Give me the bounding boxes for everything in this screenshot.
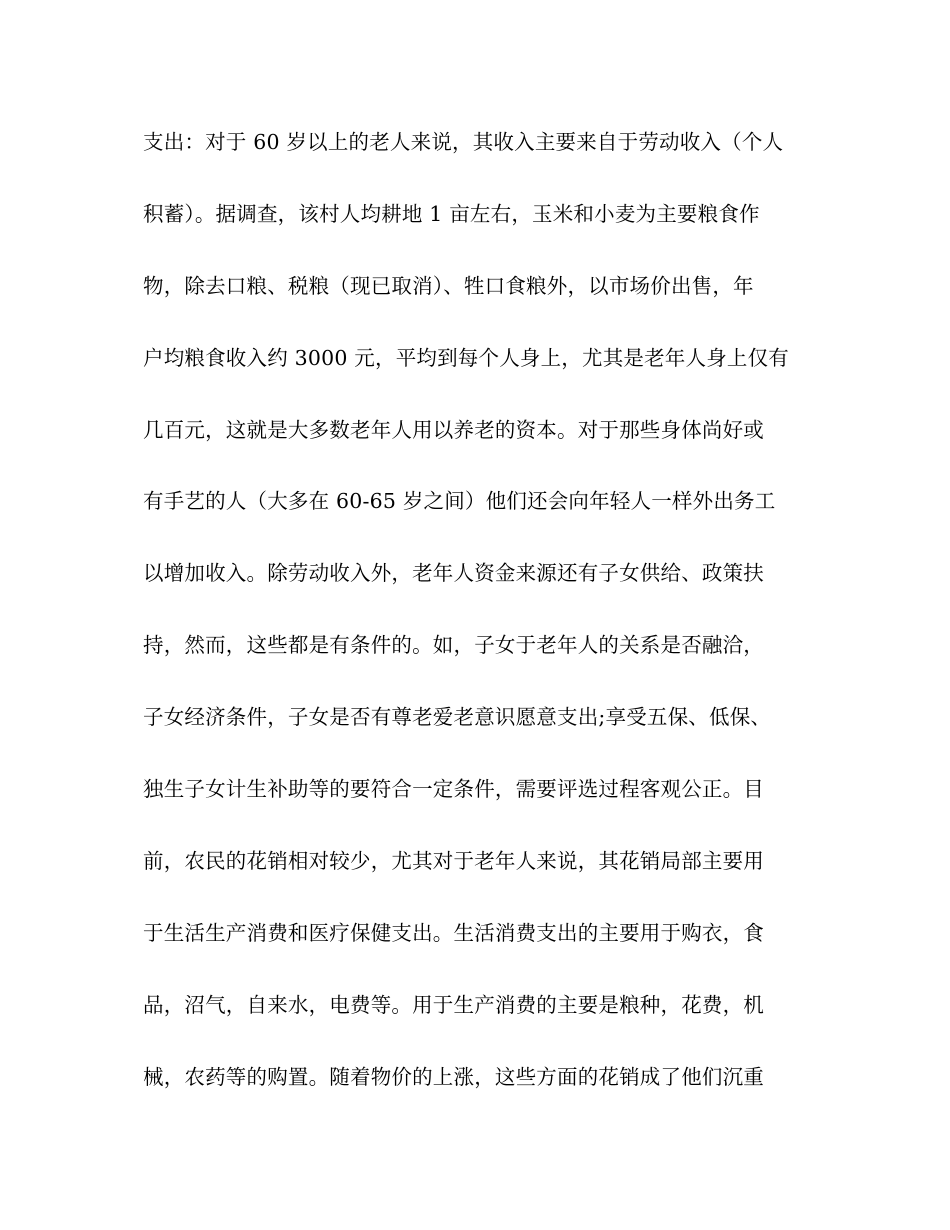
text-line: 支出：对于 60 岁以上的老人来说，其收入主要来自于劳动收入（个人 bbox=[143, 130, 784, 154]
text-line: 物，除去口粮、税粮（现已取消）、牲口食粮外，以市场价出售，年 bbox=[143, 273, 754, 298]
text-line: 积蓄）。据调查，该村人均耕地 1 亩左右，玉米和小麦为主要粮食作 bbox=[143, 201, 760, 226]
text-line: 品，沼气，自来水，电费等。用于生产消费的主要是粮种，花费，机 bbox=[143, 992, 764, 1017]
text-line: 持，然而，这些都是有条件的。如，子女于老年人的关系是否融洽， bbox=[143, 633, 764, 658]
text-line: 独生子女计生补助等的要符合一定条件，需要评选过程客观公正。目 bbox=[143, 777, 764, 802]
text-line: 前，农民的花销相对较少，尤其对于老年人来说，其花销局部主要用 bbox=[143, 848, 764, 873]
body-text bbox=[143, 122, 823, 1128]
text-line: 有手艺的人（大多在 60-65 岁之间）他们还会向年轻人一样外出务工 bbox=[143, 489, 776, 514]
text-line: 子女经济条件，子女是否有尊老爱老意识愿意支出;享受五保、低保、 bbox=[143, 705, 772, 730]
text-line: 以增加收入。除劳动收入外，老年人资金来源还有子女供给、政策扶 bbox=[143, 561, 764, 586]
text-line: 于生活生产消费和医疗保健支出。生活消费支出的主要用于购衣，食 bbox=[143, 920, 764, 945]
text-line: 几百元，这就是大多数老年人用以养老的资本。对于那些身体尚好或 bbox=[143, 417, 764, 442]
text-line: 户均粮食收入约 3000 元，平均到每个人身上，尤其是老年人身上仅有 bbox=[143, 345, 790, 370]
text-line: 械，农药等的购置。随着物价的上涨，这些方面的花销成了他们沉重 bbox=[143, 1064, 764, 1089]
